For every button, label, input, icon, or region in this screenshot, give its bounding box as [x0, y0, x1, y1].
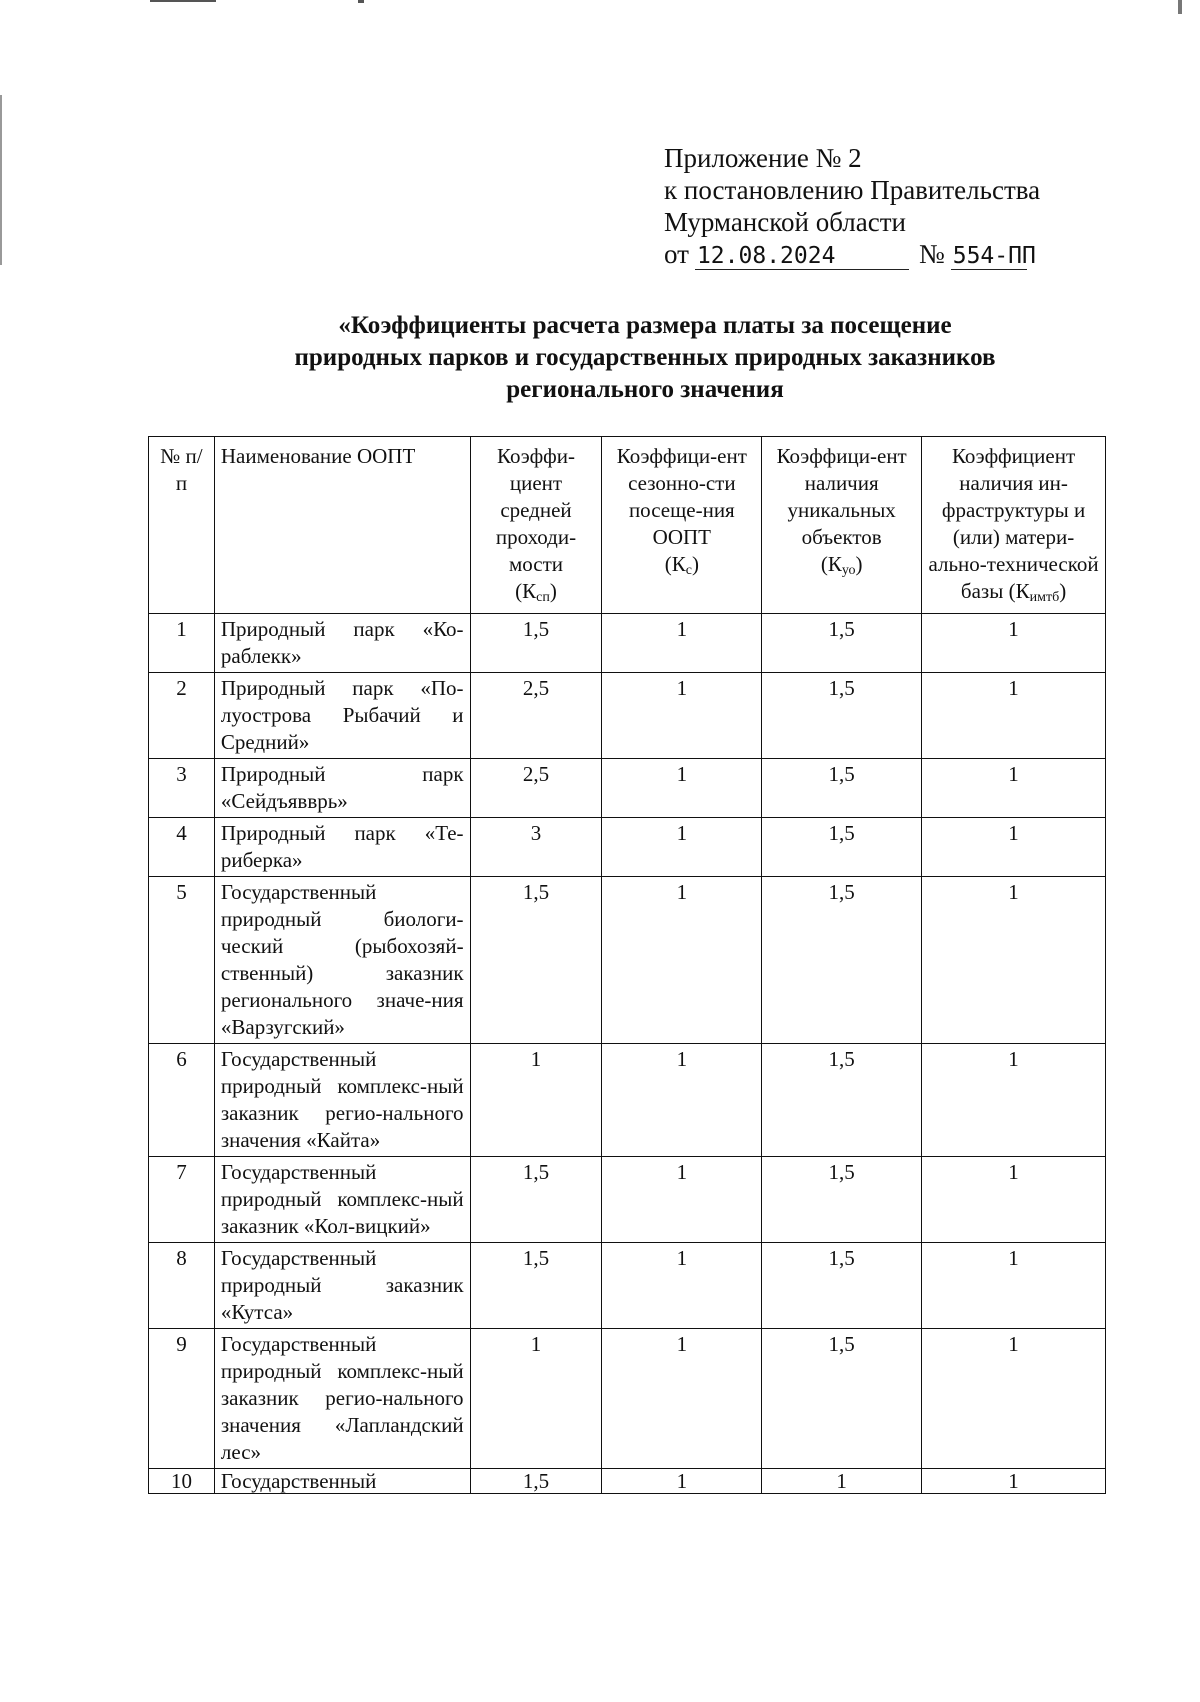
header-k2-sub: с [685, 563, 692, 578]
row-name: Природный парк «Ко-раблекк» [214, 614, 470, 673]
header-k1-paren: ) [549, 579, 557, 603]
header-k3 [762, 437, 922, 614]
row-k4: 1 [922, 614, 1106, 673]
title-line-2: природных парков и государственных природных заказников [294, 344, 996, 371]
appendix-line-2: к постановлению Правительства [664, 175, 1041, 205]
row-k4: 1 [922, 1469, 1106, 1494]
row-k1: 3 [470, 818, 602, 877]
row-k3: 1,5 [762, 614, 922, 673]
header-k1-text: Коэффи-циент средней проходи-мости [495, 444, 577, 576]
table-row [149, 759, 1106, 818]
header-k1 [470, 437, 602, 614]
appendix-date-line [664, 238, 1040, 270]
appendix-block [664, 142, 1040, 270]
row-num: 10 [149, 1469, 215, 1494]
table-row [149, 818, 1106, 877]
row-k1: 2,5 [470, 673, 602, 759]
row-k2: 1 [602, 818, 762, 877]
row-k2: 1 [602, 1044, 762, 1157]
row-name: Государственный природный комплекс-ный заказник регио-нального значения «Кайта» [214, 1044, 470, 1157]
row-num: 3 [149, 759, 215, 818]
row-name: Природный парк «Те-риберка» [214, 818, 470, 877]
header-num-text: № п/п [160, 444, 203, 495]
date-prefix: от [664, 239, 689, 269]
row-k1: 1,5 [470, 1469, 602, 1494]
table-row [149, 614, 1106, 673]
row-k2: 1 [602, 1243, 762, 1329]
title-line-3: регионального значения [506, 376, 784, 403]
row-k4: 1 [922, 1044, 1106, 1157]
row-k1: 1,5 [470, 877, 602, 1044]
header-k2 [602, 437, 762, 614]
row-num: 5 [149, 877, 215, 1044]
row-k3: 1,5 [762, 818, 922, 877]
row-k4: 1 [922, 673, 1106, 759]
scan-artifact-edge [0, 95, 2, 265]
header-k4-text: Коэффициент наличия ин-фраструктуры и (или) матери-ально-технической базы [928, 444, 1099, 603]
table-header-row [149, 437, 1106, 614]
row-k2: 1 [602, 1469, 762, 1494]
row-k1: 1,5 [470, 614, 602, 673]
row-k3: 1,5 [762, 1243, 922, 1329]
table-row [149, 1157, 1106, 1243]
header-k1-symbol: (К [515, 579, 537, 603]
row-k1: 1 [470, 1329, 602, 1469]
row-k2: 1 [602, 1329, 762, 1469]
table-row [149, 1329, 1106, 1469]
row-num: 2 [149, 673, 215, 759]
row-name: Государственный природный заказник «Кутса» [214, 1243, 470, 1329]
scan-artifact-mark [150, 0, 216, 2]
row-k2: 1 [602, 1157, 762, 1243]
row-k3: 1,5 [762, 1329, 922, 1469]
number-prefix: № [918, 239, 945, 269]
table-row [149, 1469, 1106, 1494]
row-num: 1 [149, 614, 215, 673]
row-k4: 1 [922, 818, 1106, 877]
row-name: Государственный природный комплекс-ный заказник «Кол-вицкий» [214, 1157, 470, 1243]
header-k4 [922, 437, 1106, 614]
row-num: 9 [149, 1329, 215, 1469]
row-k1: 1,5 [470, 1157, 602, 1243]
header-k1-sub: сп [536, 590, 550, 605]
header-k3-symbol: (К [820, 552, 842, 576]
row-name: Природный парк «По-луострова Рыбачий и Средний» [214, 673, 470, 759]
header-name [214, 437, 470, 614]
row-name: Государственный природный биологи-ческий (рыбохозяй-ственный) заказник регионального значе-ния «Варзугский» [214, 877, 470, 1044]
scan-artifact-mark [1178, 0, 1182, 14]
row-k3: 1,5 [762, 1157, 922, 1243]
row-k2: 1 [602, 877, 762, 1044]
row-num: 6 [149, 1044, 215, 1157]
row-k3: 1,5 [762, 877, 922, 1044]
row-k2: 1 [602, 759, 762, 818]
row-k3: 1 [762, 1469, 922, 1494]
appendix-line-1: Приложение № 2 [664, 143, 862, 173]
table-row [149, 877, 1106, 1044]
header-k2-symbol: (К [664, 552, 686, 576]
header-k3-sub: уо [841, 563, 856, 578]
row-k3: 1,5 [762, 759, 922, 818]
row-num: 4 [149, 818, 215, 877]
row-k4: 1 [922, 877, 1106, 1044]
row-k2: 1 [602, 614, 762, 673]
header-name-text: Наименование ООПТ [220, 444, 416, 468]
scan-artifact-mark [358, 0, 364, 3]
resolution-date: 12.08.2024 [695, 243, 909, 270]
header-num [149, 437, 215, 614]
table-row [149, 1243, 1106, 1329]
table-row [149, 673, 1106, 759]
row-k1: 1 [470, 1044, 602, 1157]
row-k4: 1 [922, 1243, 1106, 1329]
row-num: 7 [149, 1157, 215, 1243]
row-num: 8 [149, 1243, 215, 1329]
header-k4-sub: имтб [1029, 590, 1060, 605]
header-k4-symbol: (К [1008, 579, 1030, 603]
row-k4: 1 [922, 1157, 1106, 1243]
header-k2-paren: ) [691, 552, 699, 576]
table-row [149, 1044, 1106, 1157]
document-title [200, 310, 1090, 406]
row-k1: 2,5 [470, 759, 602, 818]
title-line-1: «Коэффициенты расчета размера платы за посещение [338, 312, 952, 339]
coefficients-table [148, 436, 1106, 1494]
row-name: Государственный [214, 1469, 470, 1494]
row-k2: 1 [602, 673, 762, 759]
resolution-number: 554-ПП [952, 243, 1036, 269]
header-k3-text: Коэффици-ент наличия уникальных объектов [776, 444, 907, 549]
row-k4: 1 [922, 759, 1106, 818]
row-k1: 1,5 [470, 1243, 602, 1329]
row-k3: 1,5 [762, 1044, 922, 1157]
header-k3-paren: ) [855, 552, 863, 576]
header-k4-paren: ) [1059, 579, 1067, 603]
row-name: Государственный природный комплекс-ный заказник регио-нального значения «Лапландский лес» [214, 1329, 470, 1469]
appendix-line-3: Мурманской области [664, 207, 906, 237]
row-k3: 1,5 [762, 673, 922, 759]
row-name: Природный парк «Сейдъявврь» [214, 759, 470, 818]
header-k2-text: Коэффици-ент сезонно-сти посеще-ния ООПТ [616, 444, 747, 549]
row-k4: 1 [922, 1329, 1106, 1469]
